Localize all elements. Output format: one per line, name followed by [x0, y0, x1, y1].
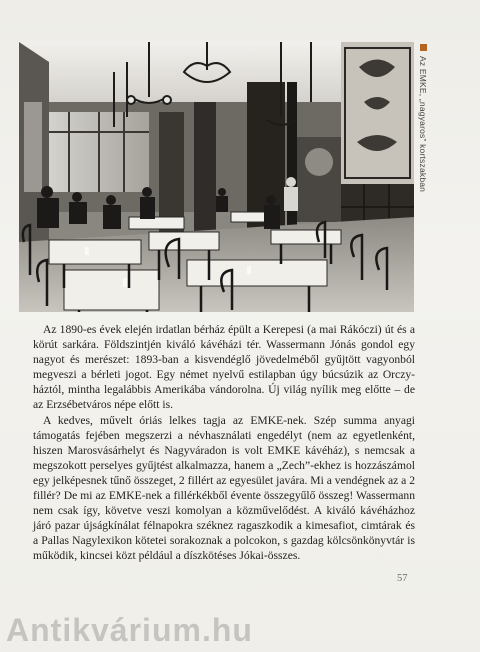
- historic-cafe-photo: [19, 42, 414, 312]
- page-number: 57: [397, 573, 408, 584]
- watermark: Antikvárium.hu: [6, 612, 253, 648]
- article-body: [33, 322, 415, 564]
- side-caption: [417, 44, 431, 194]
- caption-marker: [420, 44, 427, 51]
- cafe-interior-image: [19, 42, 414, 312]
- paragraph-2: A kedves, művelt óriás lelkes tagja az EMKE-nek. Szép summa anyagi támogatás fejében megszerzi a névhasználati engedélyt (nem az egyetlenként, hiszen Marosvásárhelyt és Nagyváradon is volt EMKE kávéház), s nemcsak a megszokott perselyes gyűjtést alkalmazza, hanem a „Zech”-ekhez is hozzászámol egy jelképesnek tűnő összeget, 2 fillért az egyesület javára. Mi a vendégnek az a 2 fillér? De mi az EMKE-nek a fillérkékből évente összegyűlő összeg! Wassermann nem csak így, követve veszi komolyan a közművelődést. A kiváló kávéházhoz járó pazar újságkínálat félnapokra széknez ragaszkodik a kimesafiot, cimtárak és a Pallas Nagylexikon kötetei sorakoznak a polcokon, s gazdag kölcsönkönyvtár is működik, kincsei közt például a díszkötéses Jókai-összes.: [33, 413, 415, 563]
- paragraph-1: Az 1890-es évek elején irdatlan bérház épült a Kerepesi (a mai Rákóczi) út és a körút sarkára. Földszintjén kiváló kávéházi tér. Wassermann Jónás gondol egy nagyot és merészet: 1893-ban a kisvendéglő jövedelméből gyűjtött vagyonból megveszi a bérleti jogot. Egy német nyelvű estilapban úgy búcsúzik az Orczy-háztól, mintha legalábbis Amerikába vándorolna. Új világ nyílik meg előtte – de az Erzsébetváros népe előtt is.: [33, 323, 415, 412]
- side-caption-text: Az EMKE, „nagyaros” kortszakban: [418, 56, 428, 193]
